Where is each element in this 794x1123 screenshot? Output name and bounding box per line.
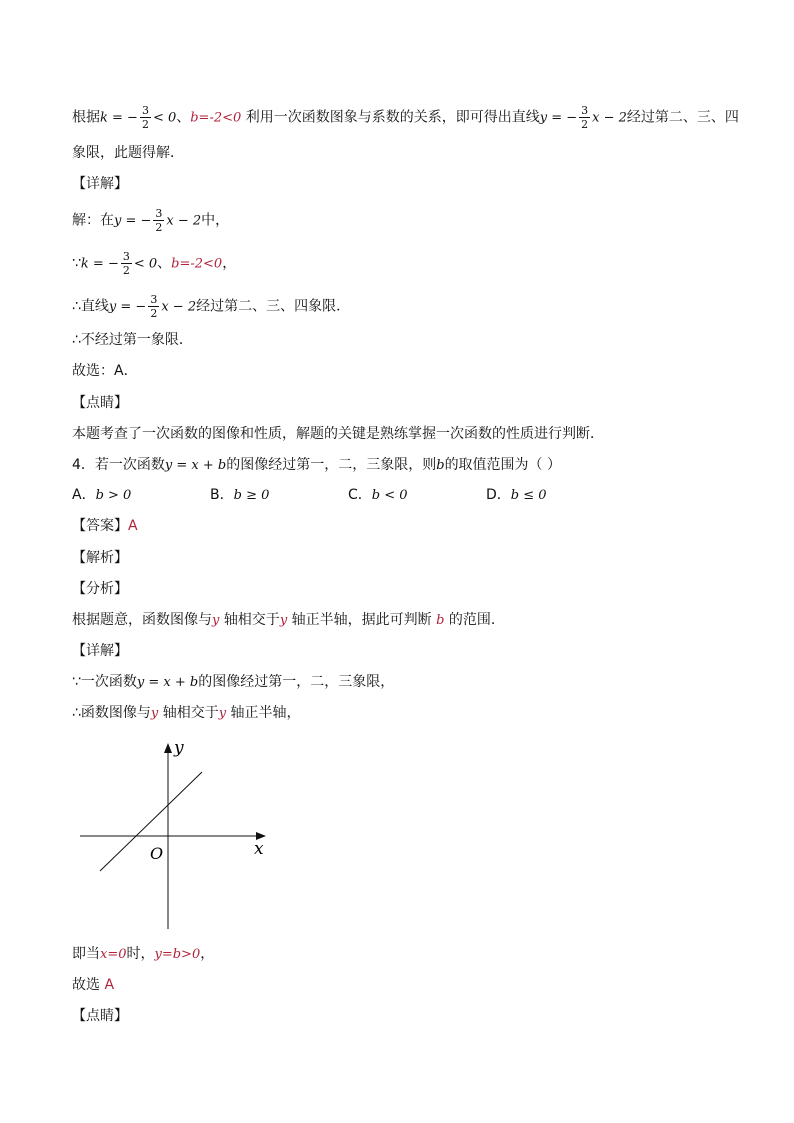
text: 轴相交于 (162, 705, 219, 721)
text: 的图像经过第一，二，三象限，则 (226, 457, 437, 473)
analysis2-header: 【分析】 (72, 581, 128, 597)
text: ， (222, 255, 237, 272)
option-b[interactable] (210, 485, 269, 506)
frac-num: 3 (581, 104, 589, 117)
answer-header: 【答案】 (72, 518, 128, 534)
frac-den: 2 (141, 118, 149, 131)
y-axis-arrow-icon (164, 743, 172, 753)
option-expr: b ≤ 0 (510, 488, 547, 503)
text: 的取值范围为（ ） (444, 457, 562, 473)
frac-num: 3 (155, 207, 163, 220)
text: 时， (126, 946, 155, 962)
fraction (121, 250, 132, 277)
option-a[interactable] (72, 485, 131, 506)
fraction (148, 293, 159, 320)
text: 的范围. (448, 612, 496, 628)
frac-den: 2 (122, 264, 130, 277)
option-label: C． (348, 487, 372, 503)
detail1-line-5: 故选：A． (72, 363, 138, 379)
math-x: x − 2 (592, 110, 627, 126)
text: 轴正半轴， (230, 705, 301, 721)
math-x0: x=0 (100, 947, 127, 962)
text: 、 (176, 109, 191, 126)
answer-line (72, 516, 138, 536)
text: 轴相交于 (223, 612, 280, 628)
math-k: k = − (80, 256, 119, 272)
math-y: y (279, 613, 288, 628)
detail1-line-1 (72, 207, 229, 234)
option-label: B． (210, 487, 234, 503)
option-expr: b > 0 (95, 488, 132, 503)
review-text: 本题考查了一次函数的图像和性质，解题的关键是熟练掌握一次函数的性质进行判断． (72, 426, 604, 442)
option-expr: b ≥ 0 (233, 488, 270, 503)
frac-den: 2 (581, 118, 589, 131)
fraction (579, 104, 590, 131)
math-b: b=-2<0 (190, 110, 242, 126)
solution-header: 【解析】 (72, 550, 128, 566)
detail1-line-4: ∴不经过第一象限． (72, 332, 193, 348)
detail1-line-3 (72, 293, 350, 320)
text: 、 (157, 255, 172, 272)
detail1-line-2 (72, 250, 236, 277)
text: 中， (201, 212, 230, 229)
option-expr: b < 0 (371, 488, 408, 503)
text: ∵ (72, 255, 81, 272)
text: 根据 (72, 109, 100, 126)
math-x: x − 2 (161, 299, 197, 315)
detail2-header: 【详解】 (72, 643, 128, 659)
text: 利用一次函数图象与系数的关系，即可得出直线 (245, 109, 540, 126)
text: 故选 (72, 977, 100, 993)
fraction (153, 207, 164, 234)
detail2-line-1 (72, 672, 394, 693)
detail2-line-4 (72, 975, 114, 995)
math-yb: y=b>0 (154, 947, 201, 962)
text: 解：在 (72, 212, 114, 229)
math-lt0: < 0 (133, 256, 158, 272)
text: 的图像经过第一，二，三象限， (198, 674, 395, 690)
math-b: b (436, 613, 445, 628)
math-y: y (218, 706, 227, 721)
math-y: y = − (108, 299, 147, 315)
math-lt0: < 0 (152, 110, 177, 126)
frac-num: 3 (141, 104, 149, 117)
review2-header: 【点睛】 (72, 1008, 128, 1024)
math-k: k = − (100, 110, 138, 126)
detail-header: 【详解】 (72, 176, 128, 192)
text: 根据题意，函数图像与 (72, 612, 212, 628)
option-label: A． (72, 487, 96, 503)
detail2-line-2 (72, 703, 301, 724)
analysis2-text (72, 610, 495, 631)
option-c[interactable] (348, 485, 408, 506)
text: 经过第二、三、四 (626, 109, 739, 126)
math-b: b=-2<0 (171, 256, 223, 272)
origin-label: O (150, 844, 164, 863)
frac-den: 2 (155, 221, 163, 234)
text: 即当 (72, 946, 100, 962)
analysis-line-1 (72, 104, 739, 131)
math-y: y (212, 613, 220, 628)
answer-choice: A (104, 977, 115, 993)
question-stem (72, 455, 561, 476)
math-y: y (150, 706, 159, 721)
frac-den: 2 (150, 307, 158, 320)
fraction (140, 104, 151, 131)
text: 4．若一次函数 (72, 457, 165, 473)
text: ， (200, 946, 215, 962)
text: 轴正半轴，据此可判断 (291, 612, 432, 628)
math-expr: y = x + b (136, 675, 199, 690)
review-header: 【点睛】 (72, 395, 128, 411)
option-d[interactable] (486, 485, 547, 506)
coordinate-graph (72, 735, 282, 935)
y-axis-label: y (174, 738, 184, 758)
math-expr: y = x + b (164, 458, 227, 473)
detail2-line-3 (72, 944, 214, 965)
frac-num: 3 (150, 293, 158, 306)
answer-value: A (128, 518, 138, 534)
text: ∴函数图像与 (72, 705, 151, 721)
text: ∴直线 (72, 298, 109, 315)
math-y: y = − (539, 110, 578, 126)
math-b: b (436, 458, 445, 473)
frac-num: 3 (122, 250, 130, 263)
option-label: D． (486, 487, 511, 503)
math-x: x − 2 (166, 213, 202, 229)
analysis-line-2: 象限，此题得解． (72, 145, 184, 161)
math-y: y = − (114, 213, 152, 229)
x-axis-label: x (254, 839, 264, 859)
text: 经过第二、三、四象限． (196, 298, 351, 315)
text: ∵一次函数 (72, 674, 137, 690)
